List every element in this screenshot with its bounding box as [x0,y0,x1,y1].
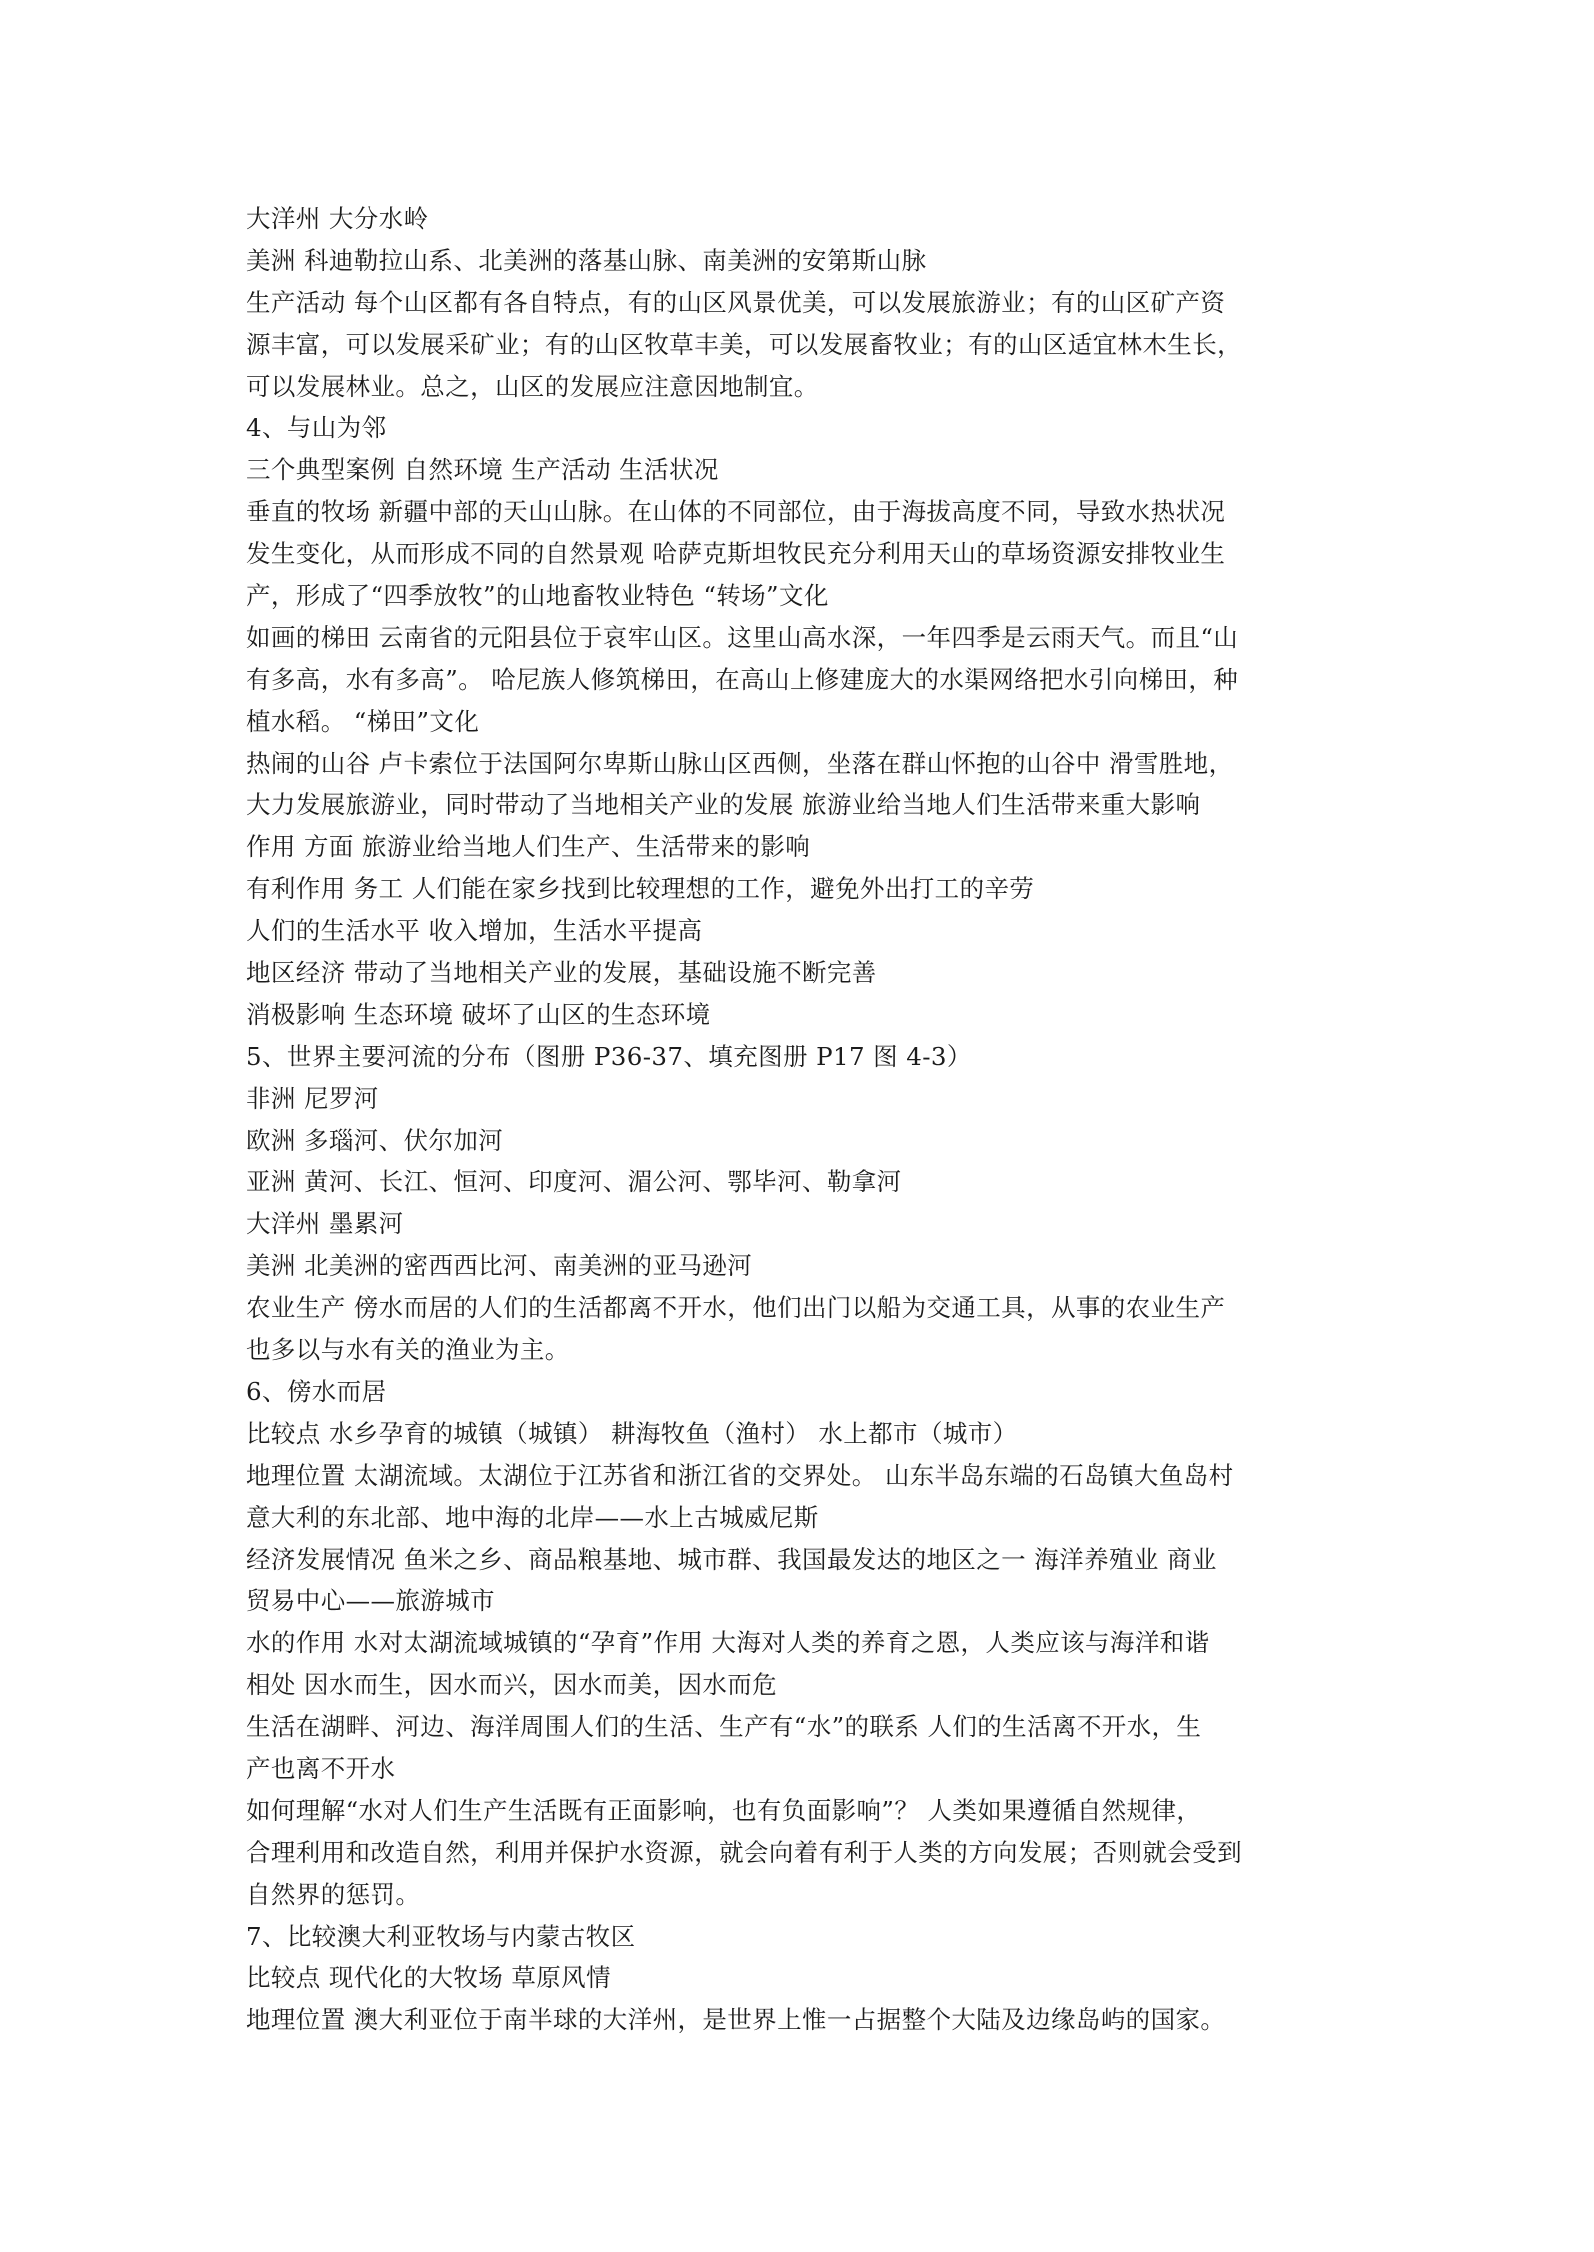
text-line: 意大利的东北部、地中海的北岸——水上古城威尼斯 [246,1502,819,1532]
text-line: 合理利用和改造自然，利用并保护水资源，就会向着有利于人类的方向发展；否则就会受到 [246,1837,1242,1867]
text-line: 贸易中心——旅游城市 [246,1586,495,1616]
text-line: 有多高，水有多高”。 哈尼族人修筑梯田，在高山上修建庞大的水渠网络把水引向梯田，种 [246,664,1239,694]
text-line: 生活在湖畔、河边、海洋周围人们的生活、生产有“水”的联系 人们的生活离不开水，生 [246,1712,1202,1742]
text-line: 大洋州 墨累河 [246,1209,404,1239]
text-line: 地区经济 带动了当地相关产业的发展，基础设施不断完善 [246,958,877,988]
text-line: 自然界的惩罚。 [246,1879,421,1909]
text-line: 也多以与水有关的渔业为主。 [246,1335,570,1365]
text-line: 人们的生活水平 收入增加，生活水平提高 [246,916,703,946]
text-line: 4、与山为邻 [246,413,387,443]
text-line: 热闹的山谷 卢卡索位于法国阿尔卑斯山脉山区西侧，坐落在群山怀抱的山谷中 滑雪胜地， [246,748,1234,778]
text-line: 比较点 水乡孕育的城镇（城镇） 耕海牧鱼（渔村） 水上都市（城市） [246,1418,1018,1448]
text-line: 5、世界主要河流的分布（图册 P36-37、填充图册 P17 图 4-3） [246,1041,972,1071]
text-line: 如何理解“水对人们生产生活既有正面影响，也有负面影响”？ 人类如果遵循自然规律， [246,1795,1202,1825]
text-line: 地理位置 澳大利亚位于南半球的大洋州，是世界上惟一占据整个大陆及边缘岛屿的国家。 [246,2005,1226,2035]
text-line: 水的作用 水对太湖流域城镇的“孕育”作用 大海对人类的养育之恩，人类应该与海洋和谐 [246,1628,1210,1658]
text-line: 6、傍水而居 [246,1376,387,1406]
text-line: 7、比较澳大利亚牧场与内蒙古牧区 [246,1921,636,1951]
text-line: 发生变化，从而形成不同的自然景观 哈萨克斯坦牧民充分利用天山的草场资源安排牧业生 [246,539,1226,569]
text-line: 美洲 科迪勒拉山系、北美洲的落基山脉、南美洲的安第斯山脉 [246,245,927,275]
text-line: 三个典型案例 自然环境 生产活动 生活状况 [246,455,719,485]
text-line: 大力发展旅游业，同时带动了当地相关产业的发展 旅游业给当地人们生活带来重大影响 [246,790,1201,820]
text-line: 产也离不开水 [246,1753,396,1783]
text-line: 亚洲 黄河、长江、恒河、印度河、湄公河、鄂毕河、勒拿河 [246,1167,902,1197]
text-line: 产，形成了“四季放牧”的山地畜牧业特色 “转场”文化 [246,581,829,611]
document-text [246,198,1356,2041]
text-line: 欧洲 多瑙河、伏尔加河 [246,1125,504,1155]
text-line: 美洲 北美洲的密西西比河、南美洲的亚马逊河 [246,1251,753,1281]
text-line: 消极影响 生态环境 破坏了山区的生态环境 [246,999,711,1029]
text-line: 作用 方面 旅游业给当地人们生产、生活带来的影响 [246,832,811,862]
text-line: 生产活动 每个山区都有各自特点，有的山区风景优美，可以发展旅游业；有的山区矿产资 [246,287,1226,317]
text-line: 有利作用 务工 人们能在家乡找到比较理想的工作，避免外出打工的辛劳 [246,874,1035,904]
text-line: 大洋州 大分水岭 [246,204,429,233]
text-line: 比较点 现代化的大牧场 草原风情 [246,1963,611,1993]
text-line: 农业生产 傍水而居的人们的生活都离不开水，他们出门以船为交通工具，从事的农业生产 [246,1293,1226,1323]
text-line: 如画的梯田 云南省的元阳县位于哀牢山区。这里山高水深，一年四季是云雨天气。而且“山 [246,622,1239,652]
text-line: 垂直的牧场 新疆中部的天山山脉。在山体的不同部位，由于海拔高度不同，导致水热状况 [246,497,1226,527]
text-line: 植水稻。 “梯田”文化 [246,706,480,736]
text-line: 相处 因水而生，因水而兴，因水而美，因水而危 [246,1670,778,1700]
text-line: 地理位置 太湖流域。太湖位于江苏省和浙江省的交界处。 山东半岛东端的石岛镇大鱼岛村 [246,1460,1234,1490]
text-line: 经济发展情况 鱼米之乡、商品粮基地、城市群、我国最发达的地区之一 海洋养殖业 商业 [246,1544,1217,1574]
text-line: 源丰富，可以发展采矿业；有的山区牧草丰美，可以发展畜牧业；有的山区适宜林木生长， [246,329,1242,359]
text-line: 非洲 尼罗河 [246,1083,379,1113]
text-line: 可以发展林业。总之，山区的发展应注意因地制宜。 [246,371,819,401]
